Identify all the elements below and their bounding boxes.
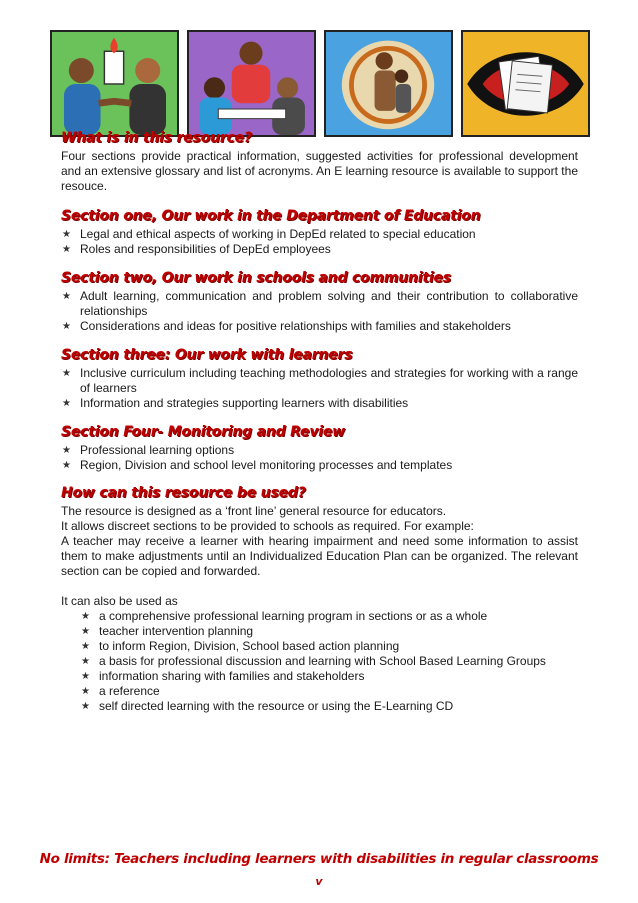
section-four-heading: Section Four- Monitoring and Review [61, 424, 345, 440]
section-two-heading: Section two, Our work in schools and communities [61, 270, 451, 286]
intro-heading: What is in this resource? [61, 130, 252, 146]
list-item: ★ a comprehensive professional learning program in sections or as a whole [61, 609, 578, 624]
list-item: ★ Roles and responsibilities of DepEd employees [61, 242, 578, 257]
list-item: ★ Region, Division and school level monitoring processes and templates [61, 458, 578, 473]
meeting-illustration [187, 30, 316, 137]
banner [50, 30, 590, 137]
section-one-heading: Section one, Our work in the Department of Education [61, 208, 481, 224]
list-item: ★ Legal and ethical aspects of working in DepEd related to special education [61, 227, 578, 242]
section-four-list [61, 443, 578, 473]
list-item: ★ information sharing with families and stakeholders [61, 669, 578, 684]
list-item: ★ Professional learning options [61, 443, 578, 458]
section-one-list [61, 227, 578, 257]
section-three-heading: Section three: Our work with learners [61, 347, 353, 363]
intro-text: Four sections provide practical information, suggested activities for professional development and an extensive glossary and list of acronyms. An E learning resource is available to support the resouce. [61, 149, 578, 193]
usage-paragraph: It can also be used as [61, 594, 178, 608]
eye-documents-illustration [461, 30, 590, 137]
list-item: ★ Adult learning, communication and problem solving and their contribution to collaborative relationships [61, 289, 578, 319]
list-item: ★ Inclusive curriculum including teaching methodologies and strategies for working with a range of learners [61, 366, 578, 396]
page-number: v [315, 875, 323, 888]
footer-title: No limits: Teachers including learners with disabilities in regular classrooms [39, 851, 599, 867]
support-illustration [324, 30, 453, 137]
document-body [61, 130, 578, 714]
list-item: ★ Considerations and ideas for positive relationships with families and stakeholders [61, 319, 578, 334]
usage-heading: How can this resource be used? [61, 485, 306, 501]
list-item: ★ self directed learning with the resource or using the E-Learning CD [61, 699, 578, 714]
teamwork-illustration [50, 30, 179, 137]
usage-paragraph: A teacher may receive a learner with hearing impairment and need some information to assist them to make adjustments until an Individualized Education Plan can be organized. The relevant section can be copied and forwarded. [61, 534, 578, 578]
list-item: ★ a reference [61, 684, 578, 699]
usage-paragraph: It allows discreet sections to be provided to schools as required. For example: [61, 519, 474, 533]
section-two-list [61, 289, 578, 334]
list-item: ★ Information and strategies supporting learners with disabilities [61, 396, 578, 411]
list-item: ★ a basis for professional discussion and learning with School Based Learning Groups [61, 654, 578, 669]
list-item: ★ teacher intervention planning [61, 624, 578, 639]
list-item: ★ to inform Region, Division, School based action planning [61, 639, 578, 654]
section-three-list [61, 366, 578, 411]
usage-list [61, 609, 578, 714]
usage-paragraph: The resource is designed as a ‘front line’ general resource for educators. [61, 504, 447, 518]
